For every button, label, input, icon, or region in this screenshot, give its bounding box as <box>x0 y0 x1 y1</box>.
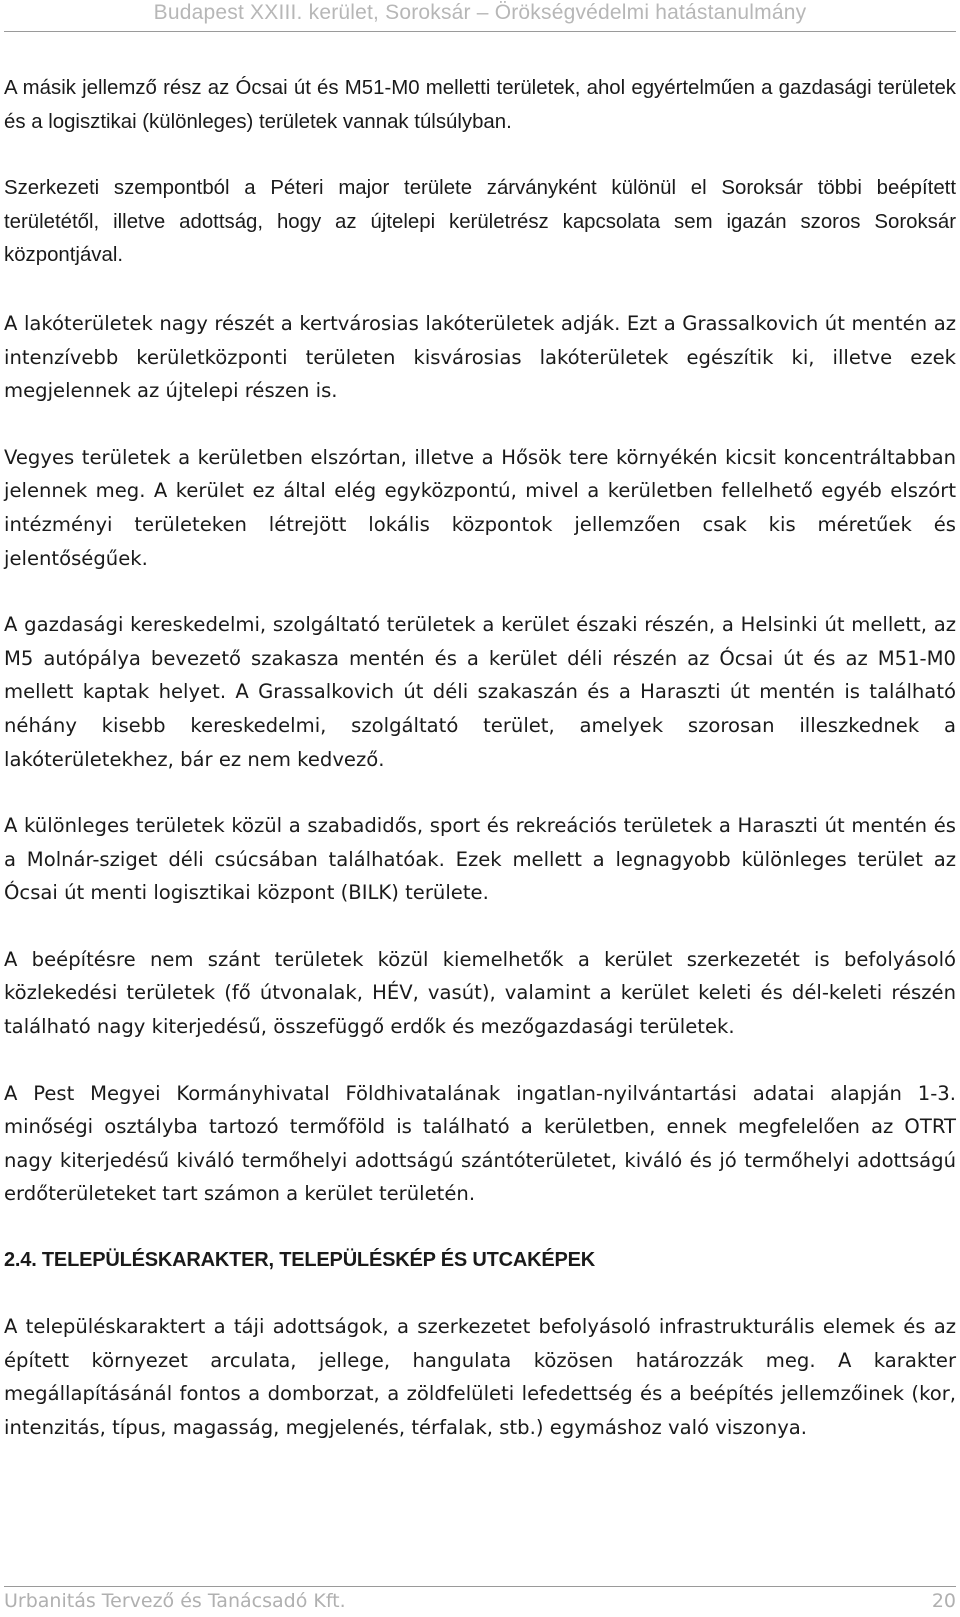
paragraph-vegyes-teruletek: Vegyes területek a kerületben elszórtan, illetve a Hősök tere környékén kicsit koncentráltabban jelennek meg. A kerület ez által elég egyközpontú, mivel a kerületben fellelhető egyéb elszórt intézményi területeken létrejött lokális központok jellemzően csak kis méretűek és jelentőségűek. <box>4 445 956 570</box>
paragraph-lakoteruletek: A lakóterületek nagy részét a kertvárosias lakóterületek adják. Ezt a Grassalkovich út mentén az intenzívebb kerületközponti területen kisvárosias lakóterületek egészítik ki, illetve ezek megjelennek az újtelepi részen is. <box>4 311 956 403</box>
footer-company: Urbanitás Tervező és Tanácsadó Kft. <box>4 1590 346 1612</box>
paragraph-termofold: A Pest Megyei Kormányhivatal Földhivatalának ingatlan-nyilvántartási adatai alapján 1-3. minőségi osztályba tartozó termőföld is található a kerületben, ennek megfelelően az OTRT nagy kiterjedésű kiváló termőhelyi adottságú szántóterületet, kiváló és jó termőhelyi adottságú erdőterületeket tart számon a kerület területén. <box>4 1081 956 1206</box>
paragraph-szerkezeti-szempont: Szerkezeti szempontból a Péteri major területe zárványként különül el Soroksár többi beépített területétől, illetve adottság, hogy az újtelepi kerületrész kapcsolata sem igazán szoros Soroksár központjával. <box>4 177 956 267</box>
page-number: 20 <box>931 1590 956 1612</box>
paragraph-kulonleges-teruletek: A különleges területek közül a szabadidős, sport és rekreációs területek a Haraszti út mentén és a Molnár-sziget déli csúcsában találhatóak. Ezek mellett a legnagyobb különleges terület az Ócsai út menti logisztikai központ (BILK) területe. <box>4 814 956 905</box>
header-divider <box>4 31 956 32</box>
page-body <box>4 72 956 1477</box>
paragraph-telepuleskarakter: A településkaraktert a táji adottságok, a szerkezetet befolyásoló infrastrukturális elemek és az épített környezet arculata, jellege, hangulata közösen határozzák meg. A karakter megállapításánál fontos a domborzat, a zöldfelületi lefedettség és a beépítés jellemzőinek (kor, intenzitás, típus, magasság, megjelenés, térfalak, stb.) egymáshoz való viszonya. <box>4 1315 956 1439</box>
paragraph-beepitesre-nem-szant: A beépítésre nem szánt területek közül kiemelhetők a kerület szerkezetét is befolyásoló közlekedési területek (fő útvonalak, HÉV, vasút), valamint a kerület keleti és dél-keleti részén található nagy kiterjedésű, összefüggő erdők és mezőgazdasági területek. <box>4 947 956 1039</box>
paragraph-gazdasagi-teruletek: A másik jellemző rész az Ócsai út és M51-M0 melletti területek, ahol egyértelműen a gazdasági területek és a logisztikai (különleges) területek vannak túlsúlyban. <box>4 77 956 133</box>
footer-divider <box>4 1586 956 1587</box>
section-heading: 2.4. TELEPÜLÉSKARAKTER, TELEPÜLÉSKÉP ÉS UTCAKÉPEK <box>4 1249 596 1272</box>
paragraph-kereskedelmi-teruletek: A gazdasági kereskedelmi, szolgáltató területek a kerület északi részén, a Helsinki út mellett, az M5 autópálya bevezető szakasza mentén és a kerület déli részén az Ócsai út és az M51-M0 mellett kaptak helyet. A Grassalkovich út déli szakaszán és a Haraszti út mentén is található néhány kisebb kereskedelmi, szolgáltató terület, amelyek szorosan illeszkednek a lakóterületekhez, bár ez nem kedvező. <box>4 613 956 771</box>
page-header: Budapest XXIII. kerület, Soroksár – Örökségvédelmi hatástanulmány <box>153 1 807 24</box>
